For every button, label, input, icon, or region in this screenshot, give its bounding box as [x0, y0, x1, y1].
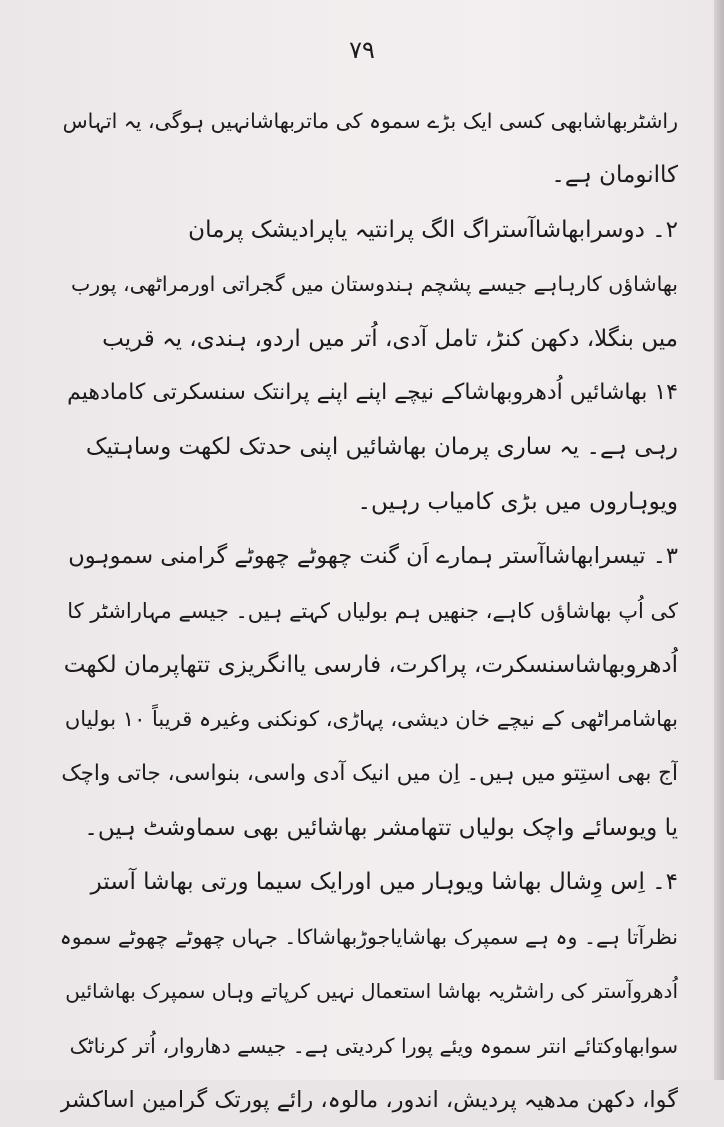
page-number: ۷۹ [349, 36, 375, 64]
text-line: ۱۴ بھاشائیں اُدھروبھاشاکے نیچے اپنے اپنے پرانتک سنسکرتی کامادھیم [67, 379, 678, 405]
text-line: ۴۔ اِس وِشال بھاشا ویوہار میں اورایک سیما ورتی بھاشا آستر [90, 869, 678, 896]
text-line: آج بھی استِتو میں ہیں۔ اِن میں انیک آدی واسی، بنواسی، جاتی واچک [61, 760, 678, 786]
text-line: اُدھروبھاشاسنسکرت، پراکرت، فارسی یاانگریزی تتھاپرمان لکھت [63, 651, 678, 678]
text-line: کی اُپ بھاشاؤں کاہے، جنھیں ہم بولیاں کہتے ہیں۔ جیسے مہاراشٹر کا [67, 598, 678, 623]
text-line: یا ویوسائے واچک بولیاں تتھامشر بھاشائیں بھی سماوشٹ ہیں۔ [84, 815, 678, 842]
text-line: گوا، دکھن مدھیہ پردیش، اندور، مالوہ، رائے پورتک گرامین اساکشر [60, 1087, 678, 1114]
text-line: ۲۔ دوسرابھاشاآستراگ الگ پرانتیہ یاپرادیشک پرمان [188, 216, 678, 243]
text-line: نظرآتا ہے۔ وہ ہے سمپرک بھاشایاجوڑبھاشاکا۔ جہاں چھوٹے چھوٹے سموہ [60, 924, 678, 949]
text-line: رہی ہے۔ یہ ساری پرمان بھاشائیں اپنی حدتک لکھت وساہتیک [85, 434, 678, 461]
text-line: راشٹربھاشابھی کسی ایک بڑے سموہ کی ماتربھاشانہیں ہوگی، یہ اتہاس [62, 109, 678, 133]
text-line: بھاشاؤں کارہاہے جیسے پشچم ہندوستان میں گجراتی اورمراٹھی، پورب [70, 272, 678, 297]
text-line: سوابھاوکتائے انتر سموہ ویئے پورا کردیتی ہے۔ جیسے دھاروار، اُتر کرناٹک [69, 1033, 678, 1058]
text-line: بھاشامراٹھی کے نیچے خان دیشی، پہاڑی، کونکنی وغیرہ قریباً ۱۰ بولیاں [64, 707, 678, 732]
page-text [60, 94, 678, 1127]
text-line: ۳۔ تیسرابھاشاآستر ہمارے اَن گنت چھوٹے چھوٹے گرامنی سموہوں [68, 543, 678, 570]
text-line: کاانومان ہے۔ [551, 162, 678, 189]
text-line: اُدھروآستر کی راشٹریہ بھاشا استعمال نہیں کرپاتے وہاں سمپرک بھاشائیں [65, 979, 678, 1004]
text-line: ویوہاروں میں بڑی کامیاب رہیں۔ [357, 488, 678, 515]
text-line: میں بنگلا، دکھن کنڑ، تامل آدی، اُتر میں اردو، ہندی، یہ قریب [102, 325, 678, 352]
page-edge [714, 0, 724, 1080]
